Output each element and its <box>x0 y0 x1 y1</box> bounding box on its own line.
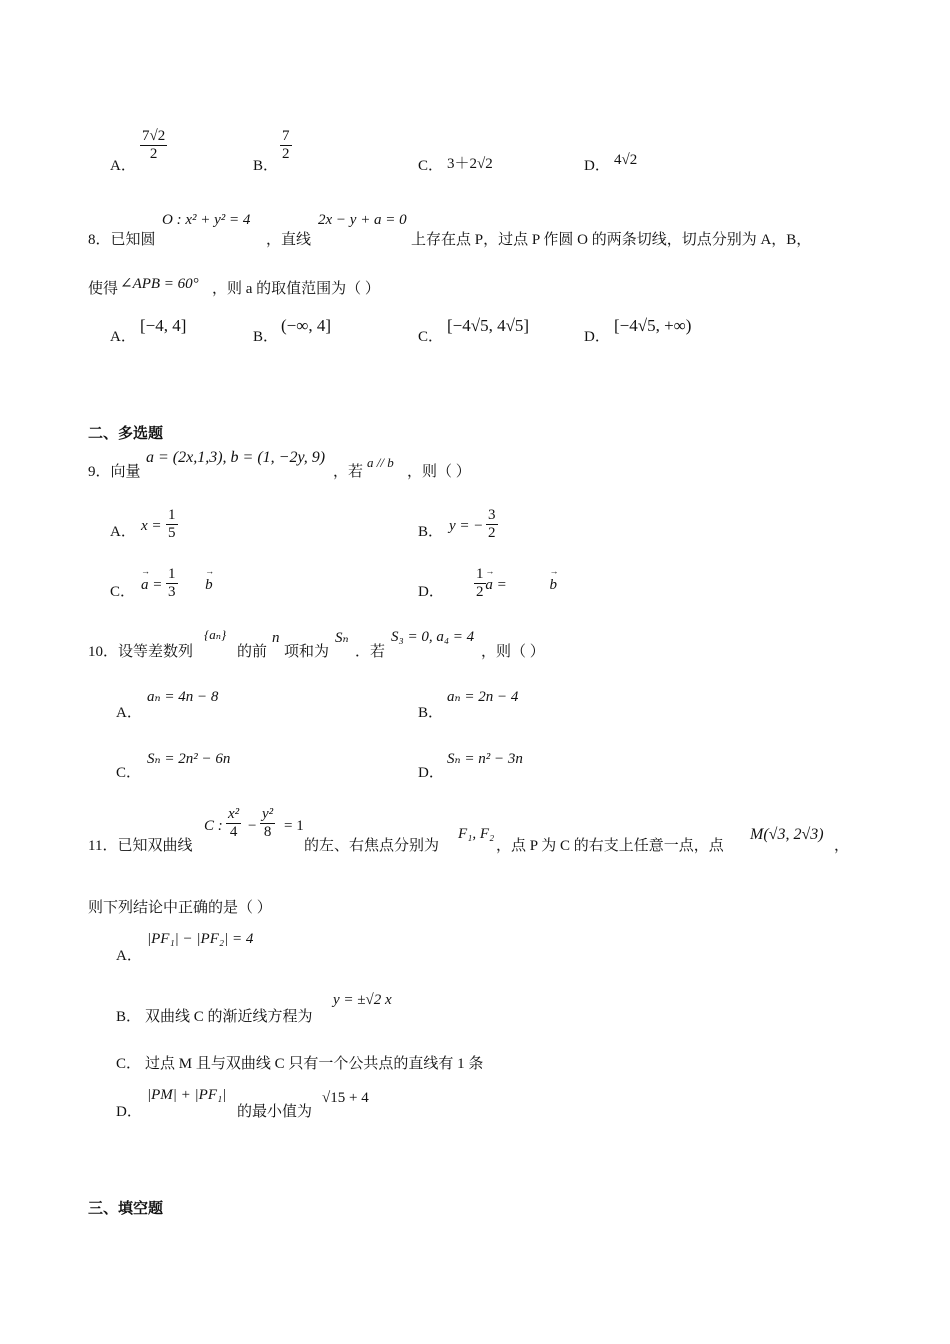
q9-vectors: a = (2x,1,3), b = (1, −2y, 9) <box>146 449 326 466</box>
q10-option-d-label: D． <box>418 765 444 781</box>
q7-option-b-label: B． <box>253 158 279 174</box>
q11-option-c-text: 过点 M 且与双曲线 C 只有一个公共点的直线有 1 条 <box>145 1056 484 1072</box>
q9-mid-text: ，若 <box>333 464 364 480</box>
q8-option-a-text: [−4, 4] <box>140 316 187 335</box>
q8-angle: ∠APB = 60° <box>120 276 199 292</box>
q11-mid-text: 的左、右焦点分别为 <box>304 838 440 854</box>
q11-hyperbola-lhs: C : <box>204 818 223 834</box>
q9-option-c-label: C． <box>110 584 136 600</box>
q11-rest-text: ，点 P 为 C 的右支上任意一点，点 <box>496 838 724 854</box>
q9-option-b-fraction: $\frac{3}{2}$ <box>488 507 496 542</box>
q10-rest-text: ，则（ ） <box>481 644 545 660</box>
q8-option-c-text: [−4√5, 4√5] <box>447 316 530 335</box>
q9-option-a-fraction: $\frac{1}{5}$ <box>168 507 176 542</box>
q11-foci: F₁, F₂ <box>458 826 495 842</box>
q11-option-a-text: |PF₁| − |PF₂| = 4 <box>147 931 254 947</box>
q9-prefix: 9．向量 <box>88 464 141 480</box>
q8-option-b-label: B． <box>253 329 279 345</box>
q11-option-b-math: y = ±√2 x <box>333 992 392 1008</box>
q8-circle-equation: O : x² + y² = 4 <box>162 212 251 228</box>
q11-prefix: 11．已知双曲线 <box>88 838 193 854</box>
q8-mid-text: ，直线 <box>266 232 312 248</box>
q11-option-d-math: |PM| + |PF₁| <box>147 1087 227 1103</box>
section-heading-multiple-choice: 二、多选题 <box>88 424 164 442</box>
q7-option-a-label: A． <box>110 158 136 174</box>
q9-option-d-fraction: $\frac{1}{2}$ <box>476 566 484 601</box>
q10-sn: Sₙ <box>335 630 349 646</box>
q11-option-c-label: C． <box>116 1056 142 1072</box>
q10-option-c-text: Sₙ = 2n² − 6n <box>147 751 231 767</box>
q11-option-b-label: B． <box>116 1009 142 1025</box>
q9-option-d-label: D． <box>418 584 444 600</box>
q10-option-d-text: Sₙ = n² − 3n <box>447 751 523 767</box>
q10-option-c-label: C． <box>116 765 142 781</box>
q11-line2: 则下列结论中正确的是（ ） <box>88 900 272 916</box>
q8-line2-prefix: 使得 <box>88 281 119 297</box>
q10-n: n <box>272 630 280 646</box>
q9-rest-text: ，则（ ） <box>407 464 471 480</box>
q8-rest-text: 上存在点 P，过点 P 作圆 O 的两条切线，切点分别为 A，B， <box>411 232 812 248</box>
q10-option-b-text: aₙ = 2n − 4 <box>447 689 519 705</box>
q10-option-a-text: aₙ = 4n − 8 <box>147 689 219 705</box>
q7-option-c-label: C． <box>418 158 444 174</box>
q11-equals-one: = 1 <box>284 818 304 834</box>
q10-mid1: 的前 <box>237 644 268 660</box>
q11-option-a-label: A． <box>116 948 142 964</box>
q7-option-c-text: 3＋2√2 <box>447 156 493 172</box>
q11-fraction-y: $\frac{\text{y²}}{8}$ <box>262 806 274 841</box>
q11-option-d-label: D． <box>116 1104 142 1120</box>
q8-prefix: 8．已知圆 <box>88 232 156 248</box>
q10-sequence: {aₙ} <box>204 627 227 642</box>
q8-option-d-label: D． <box>584 329 610 345</box>
q9-option-a-lhs: x = <box>141 518 162 534</box>
q11-point-m: M(√3, 2√3) <box>750 826 824 843</box>
q11-option-d-text: 的最小值为 <box>237 1104 313 1120</box>
q7-option-d-label: D． <box>584 158 610 174</box>
q8-line2-rest: ，则 a 的取值范围为（ ） <box>212 281 380 297</box>
q10-option-b-label: B． <box>418 705 444 721</box>
q8-line-equation: 2x − y + a = 0 <box>318 212 407 228</box>
section-heading-fill-in-blank: 三、填空题 <box>88 1199 164 1217</box>
q11-minus: − <box>248 818 257 834</box>
q9-option-c-fraction: $\frac{1}{3}$ <box>168 566 176 601</box>
q10-mid3: ．若 <box>355 644 386 660</box>
q9-option-d-rhs: → b <box>550 577 558 594</box>
q9-option-b-label: B． <box>418 524 444 540</box>
q11-option-b-text: 双曲线 C 的渐近线方程为 <box>145 1009 313 1025</box>
q8-option-b-text: (−∞, 4] <box>281 316 332 335</box>
q10-condition: S₃ = 0, a₄ = 4 <box>391 629 475 645</box>
q10-prefix: 10．设等差数列 <box>88 644 194 660</box>
q7-option-a-fraction: $\frac{7√2}{2}$ <box>142 128 166 163</box>
q9-condition: a // b <box>367 455 394 470</box>
q11-comma: ， <box>834 838 850 854</box>
q7-option-b-fraction: $\frac{7}{2}$ <box>282 128 290 163</box>
q11-fraction-x: $\frac{\text{x²}}{4}$ <box>228 806 240 841</box>
q9-option-d-lhs: → a = <box>485 577 506 594</box>
q10-option-a-label: A． <box>116 705 142 721</box>
q8-option-a-label: A． <box>110 329 136 345</box>
q9-option-c-lhs: → a = <box>141 577 162 594</box>
q9-option-a-label: A． <box>110 524 136 540</box>
q7-option-d-text: 4√2 <box>614 152 638 168</box>
q9-option-c-rhs: → b <box>205 577 213 594</box>
q10-mid2: 项和为 <box>284 644 330 660</box>
q9-option-b-lhs: y = − <box>449 518 484 534</box>
q8-option-c-label: C． <box>418 329 444 345</box>
q8-option-d-text: [−4√5, +∞) <box>614 316 692 335</box>
q11-option-d-value: √15 + 4 <box>322 1090 369 1106</box>
